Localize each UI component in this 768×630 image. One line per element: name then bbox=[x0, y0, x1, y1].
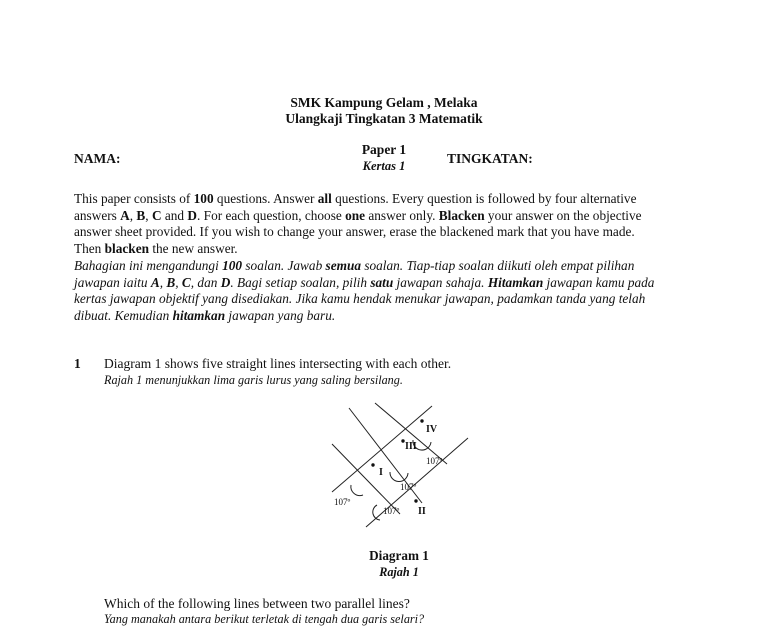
instruction-emphasis: C bbox=[181, 274, 191, 290]
instruction-emphasis: C bbox=[151, 207, 162, 223]
instruction-emphasis: A bbox=[150, 274, 160, 290]
exam-title: Ulangkaji Tingkatan 3 Matematik bbox=[285, 111, 483, 126]
instruction-text: , bbox=[129, 207, 137, 223]
instruction-text: jawapan iaitu bbox=[74, 274, 151, 290]
instruction-text: answer sheet provided. If you wish to change your answer, erase the blackened mark that you have made. bbox=[74, 224, 635, 240]
question-prompt-ms: Yang manakah antara berikut terletak di tengah dua garis selari? bbox=[104, 612, 425, 626]
point-i bbox=[371, 463, 374, 466]
instruction-text: your answer on the objective bbox=[484, 207, 642, 223]
angle-arc-3 bbox=[351, 485, 363, 496]
name-label: NAMA: bbox=[74, 151, 121, 166]
instruction-line bbox=[74, 275, 704, 292]
point-iv bbox=[420, 419, 423, 422]
question-prompt: Which of the following lines between two parallel lines? bbox=[104, 596, 410, 611]
instruction-emphasis: one bbox=[345, 207, 366, 223]
instruction-emphasis: all bbox=[317, 191, 332, 206]
instruction-emphasis: B bbox=[166, 274, 176, 290]
instruction-emphasis: semua bbox=[325, 258, 362, 273]
instruction-line bbox=[74, 224, 704, 241]
instruction-text: answers bbox=[74, 207, 121, 223]
label-i: I bbox=[379, 467, 383, 478]
line-lower bbox=[366, 438, 468, 527]
angle-label-3: 107º bbox=[334, 497, 351, 507]
instruction-line bbox=[74, 241, 704, 258]
instruction-text: , dan bbox=[190, 274, 221, 290]
question-number: 1 bbox=[74, 356, 81, 371]
instruction-text: jawapan sahaja. bbox=[393, 274, 488, 290]
instruction-emphasis: B bbox=[136, 207, 146, 223]
school-name: SMK Kampung Gelam , Melaka bbox=[290, 95, 478, 110]
instruction-text: , bbox=[175, 274, 182, 290]
instruction-text: This paper consists of bbox=[74, 191, 194, 206]
instruction-text: kertas jawapan objektif yang disediakan. Jika kamu hendak menukar jawapan, padamkan tanda yang telah bbox=[74, 291, 646, 307]
instruction-text: soalan. Jawab bbox=[242, 258, 326, 273]
angle-label-1: 107º bbox=[426, 456, 443, 466]
angle-label-2: 107º bbox=[400, 482, 417, 492]
instruction-text: , bbox=[159, 274, 167, 290]
instruction-line bbox=[74, 291, 704, 308]
label-iv: IV bbox=[426, 424, 438, 435]
instruction-line bbox=[74, 208, 704, 225]
instruction-text: jawapan kamu pada bbox=[543, 274, 655, 290]
instructions-en bbox=[74, 191, 704, 257]
point-ii bbox=[414, 499, 417, 502]
instruction-emphasis: A bbox=[120, 207, 130, 223]
instruction-emphasis: Hitamkan bbox=[487, 274, 544, 290]
instruction-emphasis: satu bbox=[370, 274, 394, 290]
diagram-caption: Diagram 1 bbox=[369, 548, 429, 563]
instruction-text: soalan. Tiap-tiap soalan diikuti oleh empat pilihan bbox=[361, 258, 635, 273]
instruction-emphasis: 100 bbox=[222, 258, 243, 273]
instruction-line bbox=[74, 258, 704, 275]
intersecting-lines-diagram bbox=[320, 400, 480, 530]
instruction-text: Bahagian ini mengandungi bbox=[74, 258, 223, 273]
instruction-text: questions. Every question is followed by four alternative bbox=[331, 191, 637, 206]
label-ii: II bbox=[418, 506, 426, 517]
angle-label-4: 107º bbox=[383, 506, 400, 516]
instruction-emphasis: D bbox=[220, 274, 231, 290]
instruction-text: dibuat. Kemudian bbox=[74, 307, 173, 323]
instruction-text: Then bbox=[74, 240, 105, 256]
question-text-ms: Rajah 1 menunjukkan lima garis lurus yang saling bersilang. bbox=[104, 373, 403, 387]
instruction-text: answer only. bbox=[365, 207, 439, 223]
label-iii: III bbox=[405, 441, 417, 452]
instruction-line bbox=[74, 191, 704, 208]
instruction-text: jawapan yang baru. bbox=[225, 307, 336, 323]
instruction-text: and bbox=[161, 207, 188, 223]
question-text: Diagram 1 shows five straight lines intersecting with each other. bbox=[104, 356, 452, 371]
instruction-emphasis: blacken bbox=[104, 240, 149, 256]
instruction-emphasis: D bbox=[187, 207, 198, 223]
instructions-ms bbox=[74, 258, 704, 324]
diagram-caption-ms: Rajah 1 bbox=[379, 565, 419, 579]
instruction-line bbox=[74, 308, 704, 325]
instruction-text: the new answer. bbox=[149, 240, 238, 256]
instruction-text: . For each question, choose bbox=[197, 207, 346, 223]
instruction-emphasis: Blacken bbox=[438, 207, 485, 223]
form-label: TINGKATAN: bbox=[447, 151, 533, 166]
instruction-text: . Bagi setiap soalan, pilih bbox=[230, 274, 371, 290]
instruction-text: questions. Answer bbox=[213, 191, 318, 206]
instruction-emphasis: 100 bbox=[193, 191, 214, 206]
paper-label-ms: Kertas 1 bbox=[362, 159, 406, 173]
instruction-emphasis: hitamkan bbox=[172, 307, 226, 323]
instruction-text: , bbox=[145, 207, 152, 223]
paper-label: Paper 1 bbox=[361, 142, 407, 157]
